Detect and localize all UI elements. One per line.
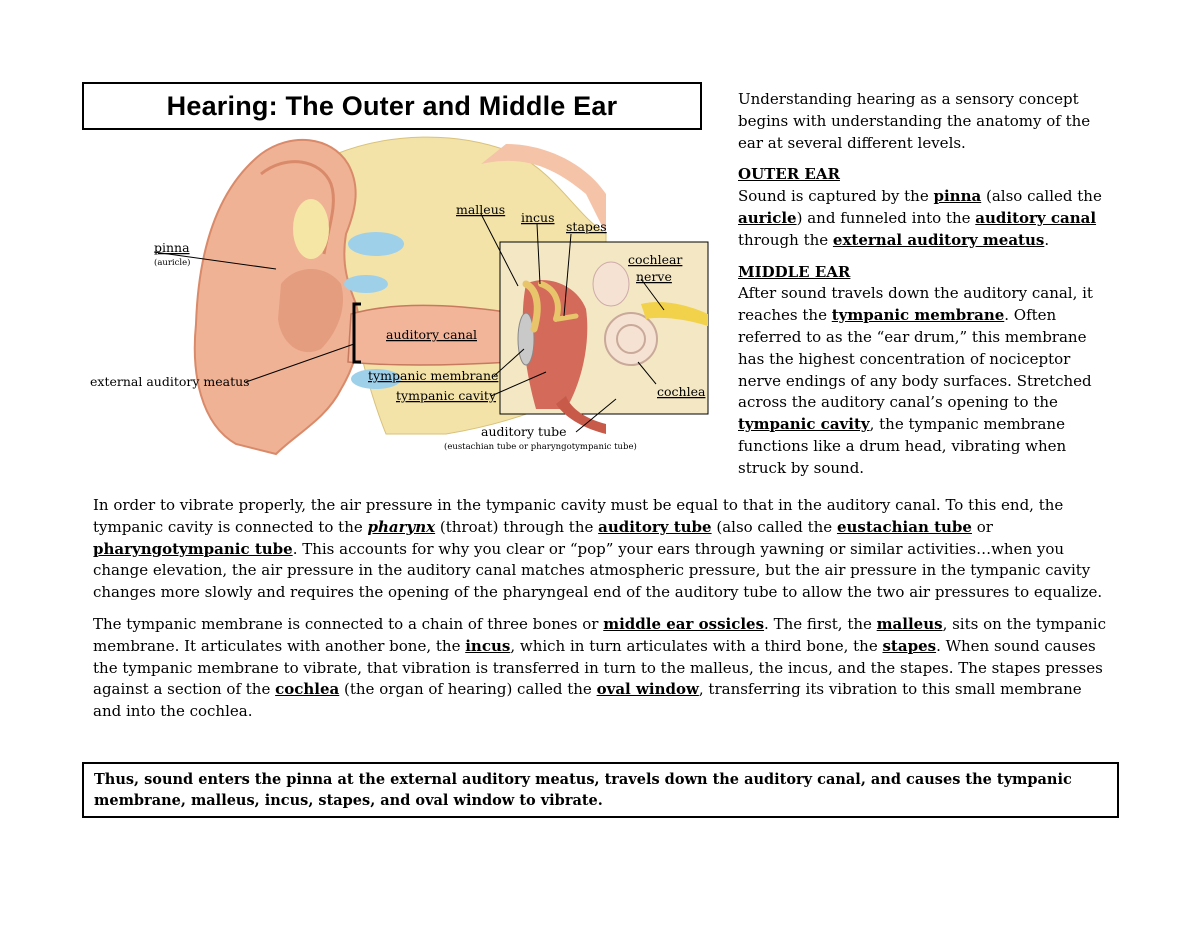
p1-text-2: (throat) through the [435,517,599,536]
label-tympanic-cavity: tympanic cavity [396,388,497,403]
term-stapes: stapes [882,636,937,655]
term-eustachian-tube: eustachian tube [836,517,972,536]
p2-text-6: (the organ of hearing) called the [339,680,597,699]
cartilage-1 [293,199,329,259]
p1-text-4: or [971,517,993,536]
label-cochlea: cochlea [657,384,706,399]
p2-text-2: . The first, the [764,614,877,633]
middle-ear-section [738,262,1110,480]
term-auditory-canal: auditory canal [975,208,1097,227]
p2-text-3: , sits on the tympanic membrane. It articulates with another bone, the [93,614,1107,655]
label-external-auditory-meatus: external auditory meatus [90,374,250,389]
body-text [93,495,1108,733]
p2-text-7: , transferring its vibration to this small membrane and into the cochlea. [93,680,1082,721]
term-pharyngotympanic-tube: pharyngotympanic tube [93,539,293,558]
label-cochlear: cochlear [628,252,683,267]
label-auditory-canal: auditory canal [386,327,478,342]
middle-text-2: . Often referred to as the “ear drum,” this membrane has the highest concentration of nociceptor nerve endings of any body surfaces. Stretched across the auditory canal’s opening to the [738,306,1092,412]
label-stapes: stapes [566,219,607,234]
term-tympanic-membrane: tympanic membrane [831,306,1005,325]
label-malleus: malleus [456,202,506,217]
term-tympanic-cavity: tympanic cavity [738,415,870,434]
middle-text-1: After sound travels down the auditory canal, it reaches the [738,284,1093,325]
outer-text-5: . [1044,230,1050,249]
label-auditory-tube-note: (eustachian tube or pharyngotympanic tube) [444,442,637,452]
label-tympanic-membrane: tympanic membrane [368,368,499,383]
label-pinna: pinna [154,240,190,255]
cartilage-3 [344,275,388,293]
ear-anatomy-diagram [86,134,710,464]
label-incus: incus [521,210,555,225]
outer-text-2: (also called the [981,187,1102,206]
p2-text-4: , which in turn articulates with a third bone, the [510,636,883,655]
term-malleus: malleus [876,614,943,633]
term-pinna: pinna [933,187,982,206]
summary-box: Thus, sound enters the pinna at the external auditory meatus, travels down the auditory canal, and causes the tympanic membrane, malleus, incus, stapes, and oval window to vibrate. [82,762,1119,818]
side-column [738,89,1110,490]
vestibule-shape [593,262,629,306]
p1-text-3: (also called the [711,517,837,536]
pressure-paragraph [93,495,1108,604]
stapes-shape [558,316,576,319]
ossicles-paragraph [93,614,1108,723]
outer-ear-heading: OUTER EAR [738,165,840,184]
p1-text-5: . This accounts for why you clear or “pop” your ears through yawning or similar activities…when you change elevation, the air pressure in the auditory canal matches atmospheric pressure, but the air pressure in the tympanic cavity changes more slowly and requires the opening of the pharyngeal end of the auditory tube to allow the two air pressures to equalize. [93,539,1103,602]
term-incus: incus [465,636,511,655]
term-pharynx: pharynx [367,517,436,536]
title-box [82,82,702,130]
cartilage-2 [348,232,404,256]
page-title: Hearing: The Outer and Middle Ear [166,90,618,121]
outer-text-4: through the [738,230,833,249]
label-auditory-tube: auditory tube [481,424,567,439]
outer-ear-section [738,164,1110,251]
term-oval-window: oval window [596,680,699,699]
term-cochlea: cochlea [275,680,340,699]
term-auditory-tube: auditory tube [598,517,712,536]
outer-text-1: Sound is captured by the [738,187,934,206]
term-external-auditory-meatus: external auditory meatus [832,230,1045,249]
term-middle-ear-ossicles: middle ear ossicles [603,614,765,633]
tympanic-membrane-shape [518,313,534,365]
p1-text-1: In order to vibrate properly, the air pressure in the tympanic cavity must be equal to that in the auditory canal. To this end, the tympanic cavity is connected to the [93,496,1064,536]
outer-text-3: ) and funneled into the [796,208,976,227]
intro-paragraph: Understanding hearing as a sensory concept begins with understanding the anatomy of the ear at several different levels. [738,90,1091,152]
p2-text-5: . When sound causes the tympanic membrane to vibrate, that vibration is transferred in turn to the malleus, the incus, and the stapes. The stapes presses against a section of the [93,636,1103,699]
middle-ear-heading: MIDDLE EAR [738,262,851,281]
p2-text-1: The tympanic membrane is connected to a chain of three bones or [93,614,604,633]
label-nerve: nerve [636,269,672,284]
label-auricle: (auricle) [154,258,191,268]
middle-text-3: , the tympanic membrane functions like a drum head, vibrating when struck by sound. [738,415,1067,477]
term-auricle: auricle [738,208,797,227]
cochlea-shape [605,313,657,365]
